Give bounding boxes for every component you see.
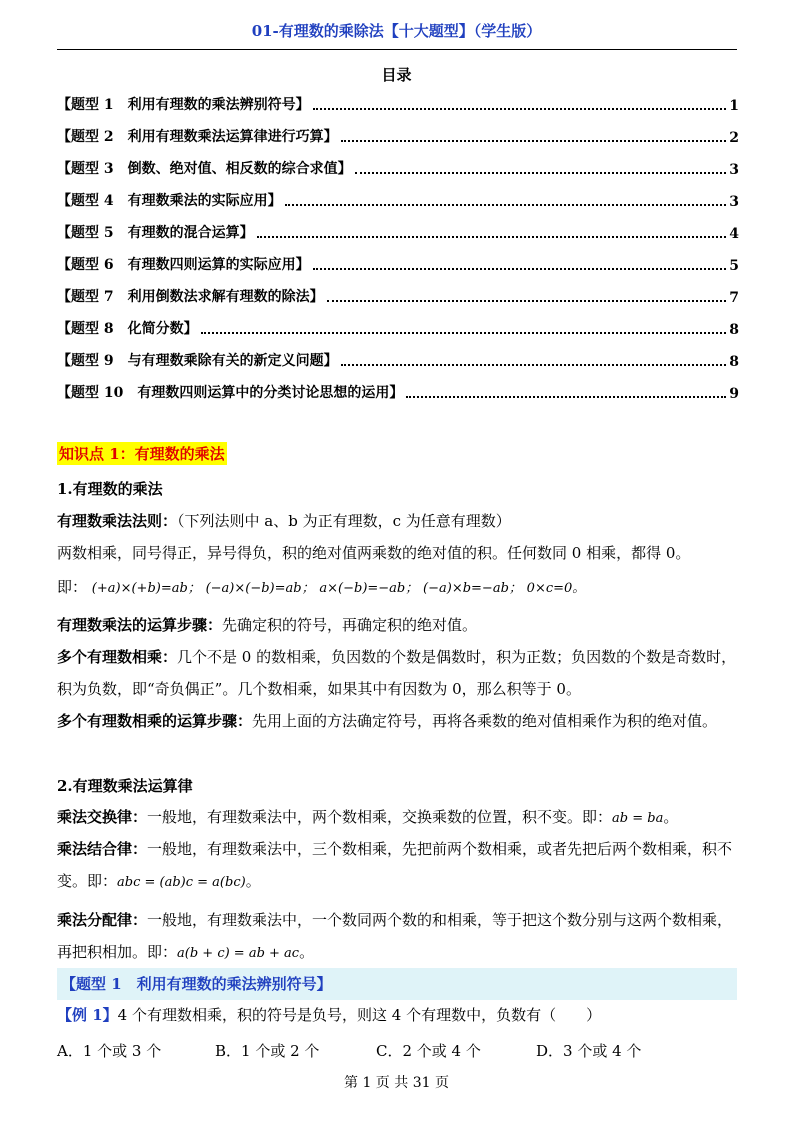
toc-item[interactable] bbox=[57, 94, 739, 114]
toc-item-page: 2 bbox=[729, 130, 739, 146]
example-text: 4 个有理数相乘，积的符号是负号，则这 4 个有理数中，负数有（ ） bbox=[117, 1006, 602, 1024]
section-heading-2: 2.有理数乘法运算律 bbox=[57, 777, 193, 795]
option-b: B．1 个或 2 个 bbox=[215, 1042, 320, 1060]
toc-leader-dots bbox=[313, 108, 727, 110]
toc-leader-dots bbox=[313, 268, 727, 270]
toc-item[interactable] bbox=[57, 318, 739, 338]
toc-item-page: 3 bbox=[729, 194, 739, 210]
multi-para bbox=[57, 641, 737, 705]
commutative-label: 乘法交换律： bbox=[57, 808, 148, 826]
toc-item[interactable] bbox=[57, 254, 739, 274]
toc-item-page: 9 bbox=[729, 386, 739, 402]
toc-item-label: 【题型 5 有理数的混合运算】 bbox=[57, 225, 254, 241]
toc-item-label: 【题型 10 有理数四则运算中的分类讨论思想的运用】 bbox=[57, 385, 404, 401]
toc-heading: 目录 bbox=[381, 66, 412, 84]
distributive-period: 。 bbox=[299, 943, 315, 961]
associative-label: 乘法结合律： bbox=[57, 840, 148, 858]
distributive-formula: a(b + c) = ab + ac bbox=[177, 946, 300, 961]
toc-item-label: 【题型 1 利用有理数的乘法辨别符号】 bbox=[57, 97, 310, 113]
toc-item-page: 4 bbox=[729, 226, 739, 242]
option-d: D．3 个或 4 个 bbox=[536, 1042, 642, 1060]
multi-text: 几个不是 0 的数相乘，负因数的个数是偶数时，积为正数；负因数的个数是奇数时，积为负数，即“奇负偶正”。几个数相乘，如果其中有因数为 0，那么积等于 0。 bbox=[57, 648, 737, 698]
toc-leader-dots bbox=[406, 396, 726, 398]
multi-steps-para bbox=[57, 705, 737, 737]
multi-steps-label: 多个有理数相乘的运算步骤： bbox=[57, 712, 253, 730]
steps-text: 先确定积的符号，再确定积的绝对值。 bbox=[222, 616, 478, 634]
formula-line bbox=[57, 571, 737, 605]
type-1-title: 【题型 1 利用有理数的乘法辨别符号】 bbox=[61, 975, 332, 993]
commutative-para bbox=[57, 801, 737, 835]
toc-item-page: 7 bbox=[729, 290, 739, 306]
commutative-text: 一般地，有理数乘法中，两个数相乘，交换乘数的位置，积不变。即： bbox=[147, 808, 613, 826]
toc-item-page: 1 bbox=[729, 98, 739, 114]
toc-item[interactable] bbox=[57, 158, 739, 178]
steps-label: 有理数乘法的运算步骤： bbox=[57, 616, 223, 634]
toc-item-label: 【题型 9 与有理数乘除有关的新定义问题】 bbox=[57, 353, 338, 369]
option-c: C．2 个或 4 个 bbox=[376, 1042, 481, 1060]
toc-leader-dots bbox=[201, 332, 727, 334]
toc-item[interactable] bbox=[57, 382, 739, 402]
formula-3: a×(−b)=−ab； bbox=[319, 581, 419, 596]
example-tag: 【例 1】 bbox=[57, 1006, 118, 1024]
rule-text: 两数相乘，同号得正，异号得负，积的绝对值两乘数的绝对值的积。任何数同 0 相乘，都得 0。 bbox=[57, 544, 691, 562]
toc-item-label: 【题型 8 化简分数】 bbox=[57, 321, 198, 337]
toc-item-label: 【题型 7 利用倒数法求解有理数的除法】 bbox=[57, 289, 324, 305]
toc-item[interactable] bbox=[57, 286, 739, 306]
section-heading-1: 1.有理数的乘法 bbox=[57, 480, 163, 498]
toc-item-page: 5 bbox=[729, 258, 739, 274]
steps-line bbox=[57, 609, 737, 641]
example-1 bbox=[57, 1004, 601, 1025]
toc-item-page: 8 bbox=[729, 354, 739, 370]
toc-leader-dots bbox=[327, 300, 727, 302]
associative-text: 一般地，有理数乘法中，三个数相乘，先把前两个数相乘，或者先把后两个数相乘，积不变。即： bbox=[57, 840, 733, 890]
distributive-text: 一般地，有理数乘法中，一个数同两个数的和相乘，等于把这个数分别与这两个数相乘，再把积相加。即： bbox=[57, 911, 733, 961]
toc-leader-dots bbox=[341, 140, 727, 142]
toc-item[interactable] bbox=[57, 126, 739, 146]
toc-item-label: 【题型 2 利用有理数乘法运算律进行巧算】 bbox=[57, 129, 338, 145]
formula-2: (−a)×(−b)=ab； bbox=[205, 581, 315, 596]
multi-steps-text: 先用上面的方法确定符号，再将各乘数的绝对值相乘作为积的绝对值。 bbox=[252, 712, 718, 730]
formula-1: (+a)×(+b)=ab； bbox=[91, 581, 201, 596]
toc-leader-dots bbox=[341, 364, 727, 366]
toc-leader-dots bbox=[285, 204, 727, 206]
toc-leader-dots bbox=[355, 172, 727, 174]
associative-formula: abc = (ab)c = a(bc) bbox=[117, 875, 246, 890]
multi-label: 多个有理数相乘： bbox=[57, 648, 178, 666]
option-a: A．1 个或 3 个 bbox=[57, 1042, 162, 1060]
toc-item[interactable] bbox=[57, 190, 739, 210]
formula-5: 0×c=0。 bbox=[526, 581, 586, 596]
knowledge-point-title: 知识点 1：有理数的乘法 bbox=[57, 442, 227, 465]
type-1-bar bbox=[57, 968, 737, 1000]
formula-prefix: 即： bbox=[57, 578, 88, 596]
page-header-title: 01-有理数的乘除法【十大题型】（学生版） bbox=[251, 22, 542, 40]
toc-item-label: 【题型 3 倒数、绝对值、相反数的综合求值】 bbox=[57, 161, 352, 177]
toc-item[interactable] bbox=[57, 350, 739, 370]
header-divider bbox=[57, 49, 737, 50]
formula-4: (−a)×b=−ab； bbox=[423, 581, 522, 596]
toc-item-label: 【题型 6 有理数四则运算的实际应用】 bbox=[57, 257, 310, 273]
rule-note: （下列法则中 a、b 为正有理数，c 为任意有理数） bbox=[177, 512, 511, 530]
rule-line bbox=[57, 505, 737, 537]
toc-item-label: 【题型 4 有理数乘法的实际应用】 bbox=[57, 193, 282, 209]
toc-item[interactable] bbox=[57, 222, 739, 242]
distributive-para bbox=[57, 904, 737, 970]
rule-label: 有理数乘法法则： bbox=[57, 512, 178, 530]
toc-item-page: 3 bbox=[729, 162, 739, 178]
page-footer: 第 1 页 共 31 页 bbox=[344, 1075, 449, 1091]
commutative-formula: ab = ba bbox=[612, 811, 664, 826]
associative-period: 。 bbox=[245, 872, 261, 890]
toc-item-page: 8 bbox=[729, 322, 739, 338]
commutative-period: 。 bbox=[663, 808, 679, 826]
distributive-label: 乘法分配律： bbox=[57, 911, 148, 929]
associative-para bbox=[57, 833, 737, 899]
toc-leader-dots bbox=[257, 236, 727, 238]
